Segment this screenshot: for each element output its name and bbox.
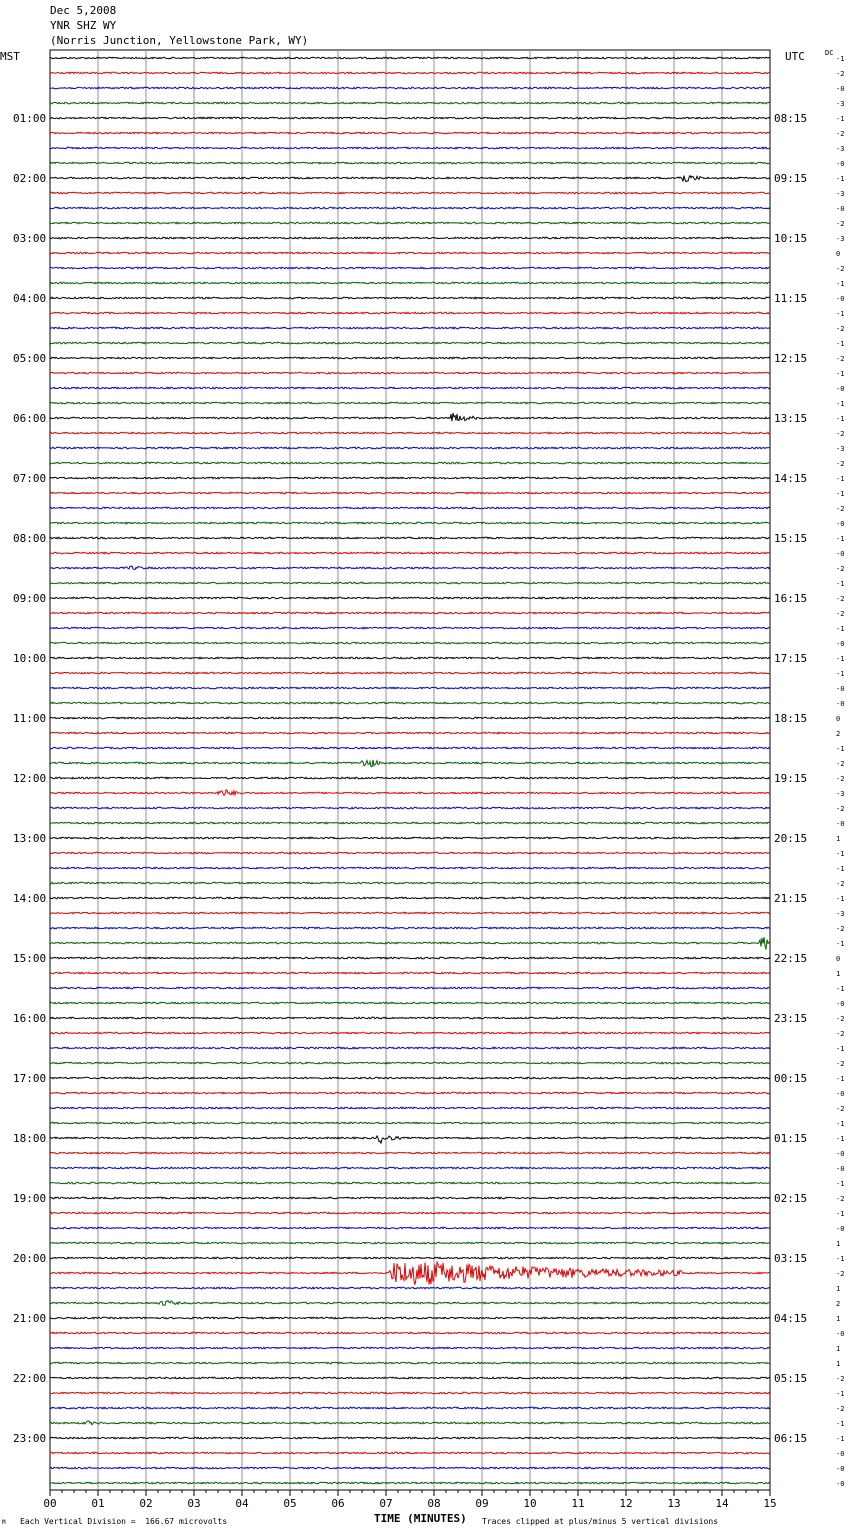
trace-row bbox=[50, 357, 770, 359]
trace-row bbox=[50, 252, 770, 254]
dc-offset-label: -2 bbox=[836, 760, 845, 768]
utc-hour-label: 02:15 bbox=[774, 1192, 808, 1205]
mst-hour-label: 19:00 bbox=[13, 1192, 47, 1205]
trace-row bbox=[50, 117, 770, 119]
trace-row bbox=[50, 237, 770, 239]
right-timezone-label: UTC bbox=[785, 50, 805, 63]
trace-row bbox=[50, 627, 770, 629]
utc-hour-label: 15:15 bbox=[774, 532, 808, 545]
dc-offset-label: -1 bbox=[836, 655, 845, 663]
left-timezone-label: MST bbox=[0, 50, 20, 63]
dc-offset-label: -2 bbox=[836, 460, 845, 468]
dc-offset-label: -1 bbox=[836, 175, 845, 183]
trace-row bbox=[50, 1227, 770, 1229]
dc-offset-label: -2 bbox=[836, 1030, 845, 1038]
trace-row bbox=[50, 176, 770, 182]
mst-hour-label: 21:00 bbox=[13, 1312, 47, 1325]
trace-row bbox=[50, 777, 770, 779]
dc-offset-label: -1 bbox=[836, 1135, 845, 1143]
trace-row bbox=[50, 1257, 770, 1259]
utc-hour-label: 06:15 bbox=[774, 1432, 808, 1445]
trace-row bbox=[50, 1182, 770, 1184]
mst-hour-label: 15:00 bbox=[13, 952, 47, 965]
x-tick-label: 04 bbox=[235, 1497, 249, 1510]
mst-hour-label: 03:00 bbox=[13, 232, 47, 245]
dc-offset-label: -1 bbox=[836, 400, 845, 408]
dc-offset-label: -3 bbox=[836, 145, 845, 153]
trace-row bbox=[50, 912, 770, 914]
x-tick-label: 09 bbox=[475, 1497, 489, 1510]
trace-row bbox=[50, 882, 770, 884]
dc-offset-label: -0 bbox=[836, 550, 845, 558]
dc-offset-label: -1 bbox=[836, 895, 845, 903]
utc-hour-label: 13:15 bbox=[774, 412, 808, 425]
trace-row bbox=[50, 147, 770, 149]
dc-offset-label: -0 bbox=[836, 1150, 845, 1158]
vertical-scale-note: Each Vertical Division = 166.67 microvolts bbox=[20, 1517, 228, 1526]
trace-row bbox=[50, 207, 770, 209]
utc-hour-label: 10:15 bbox=[774, 232, 808, 245]
x-tick-label: 06 bbox=[331, 1497, 345, 1510]
mst-hour-label: 10:00 bbox=[13, 652, 47, 665]
trace-row bbox=[50, 1467, 770, 1469]
dc-offset-label: -1 bbox=[836, 55, 845, 63]
trace-row bbox=[50, 1167, 770, 1169]
dc-offset-label: -2 bbox=[836, 430, 845, 438]
clipping-note: Traces clipped at plus/minus 5 vertical divisions bbox=[482, 1517, 719, 1526]
x-tick-label: 13 bbox=[667, 1497, 681, 1510]
trace-row bbox=[50, 462, 770, 464]
utc-hour-label: 17:15 bbox=[774, 652, 808, 665]
trace-row bbox=[50, 1317, 770, 1319]
mst-hour-label: 02:00 bbox=[13, 172, 47, 185]
dc-offset-label: 1 bbox=[836, 835, 841, 843]
dc-offset-label: -1 bbox=[836, 535, 845, 543]
trace-row bbox=[50, 687, 770, 689]
dc-offset-label: -0 bbox=[836, 160, 845, 168]
utc-hour-label: 21:15 bbox=[774, 892, 808, 905]
mst-hour-label: 11:00 bbox=[13, 712, 47, 725]
mst-hour-label: 13:00 bbox=[13, 832, 47, 845]
dc-offset-label: -2 bbox=[836, 130, 845, 138]
dc-offset-label: -0 bbox=[836, 1165, 845, 1173]
x-tick-label: 05 bbox=[283, 1497, 297, 1510]
dc-offset-label: -2 bbox=[836, 1195, 845, 1203]
trace-row bbox=[50, 927, 770, 929]
dc-offset-label: -1 bbox=[836, 1210, 845, 1218]
dc-offset-label: -2 bbox=[836, 265, 845, 273]
dc-offset-label: -2 bbox=[836, 355, 845, 363]
dc-offset-label: -1 bbox=[836, 745, 845, 753]
dc-offset-label: -3 bbox=[836, 100, 845, 108]
dc-offset-label: -2 bbox=[836, 505, 845, 513]
trace-row bbox=[50, 492, 770, 494]
trace-row bbox=[50, 1482, 770, 1484]
trace-row bbox=[50, 537, 770, 539]
dc-offset-label: -2 bbox=[836, 565, 845, 573]
dc-offset-label: 0 bbox=[836, 955, 841, 963]
dc-offset-label: -0 bbox=[836, 1090, 845, 1098]
x-tick-label: 00 bbox=[43, 1497, 57, 1510]
trace-row bbox=[50, 1152, 770, 1154]
station-location: (Norris Junction, Yellowstone Park, WY) bbox=[50, 34, 309, 47]
dc-offset-label: -0 bbox=[836, 1465, 845, 1473]
dc-offset-label: -1 bbox=[836, 985, 845, 993]
trace-row bbox=[50, 1047, 770, 1049]
utc-hour-label: 19:15 bbox=[774, 772, 808, 785]
trace-row bbox=[50, 1262, 770, 1285]
trace-row bbox=[50, 1032, 770, 1034]
x-tick-label: 03 bbox=[187, 1497, 201, 1510]
dc-offset-label: -0 bbox=[836, 85, 845, 93]
dc-offset-label: -1 bbox=[836, 1075, 845, 1083]
trace-row bbox=[50, 747, 770, 749]
trace-row bbox=[50, 413, 770, 421]
dc-offset-label: 1 bbox=[836, 1315, 841, 1323]
dc-offset-label: -1 bbox=[836, 475, 845, 483]
trace-row bbox=[50, 987, 770, 989]
trace-row bbox=[50, 732, 770, 734]
trace-row bbox=[50, 837, 770, 839]
trace-row bbox=[50, 937, 770, 949]
mst-hour-label: 01:00 bbox=[13, 112, 47, 125]
dc-offset-label: -2 bbox=[836, 610, 845, 618]
dc-offset-label: 1 bbox=[836, 1285, 841, 1293]
trace-row bbox=[50, 1242, 770, 1244]
utc-hour-label: 01:15 bbox=[774, 1132, 808, 1145]
utc-hour-label: 23:15 bbox=[774, 1012, 808, 1025]
trace-row bbox=[50, 372, 770, 374]
dc-offset-label: 1 bbox=[836, 1240, 841, 1248]
trace-row bbox=[50, 760, 770, 767]
dc-offset-label: -1 bbox=[836, 1180, 845, 1188]
x-tick-label: 02 bbox=[139, 1497, 153, 1510]
dc-offset-label: -2 bbox=[836, 880, 845, 888]
utc-hour-label: 05:15 bbox=[774, 1372, 808, 1385]
dc-offset-label: -0 bbox=[836, 295, 845, 303]
trace-row bbox=[50, 507, 770, 509]
dc-offset-label: -1 bbox=[836, 1390, 845, 1398]
dc-offset-label: -1 bbox=[836, 280, 845, 288]
dc-offset-label: -3 bbox=[836, 190, 845, 198]
dc-offset-label: -1 bbox=[836, 115, 845, 123]
dc-offset-label: -3 bbox=[836, 445, 845, 453]
utc-hour-label: 00:15 bbox=[774, 1072, 808, 1085]
dc-offset-label: -1 bbox=[836, 1435, 845, 1443]
trace-row bbox=[50, 1347, 770, 1349]
trace-row bbox=[50, 1287, 770, 1289]
dc-offset-label: 0 bbox=[836, 715, 841, 723]
dc-offset-label: -2 bbox=[836, 1375, 845, 1383]
x-tick-label: 15 bbox=[763, 1497, 777, 1510]
trace-row bbox=[50, 162, 770, 164]
trace-row bbox=[50, 342, 770, 344]
trace-row bbox=[50, 1212, 770, 1214]
trace-row bbox=[50, 1107, 770, 1109]
trace-row bbox=[50, 192, 770, 194]
trace-row bbox=[50, 1392, 770, 1394]
dc-offset-label: -2 bbox=[836, 595, 845, 603]
mst-hour-label: 09:00 bbox=[13, 592, 47, 605]
dc-offset-label: 1 bbox=[836, 1360, 841, 1368]
dc-offset-label: -0 bbox=[836, 1330, 845, 1338]
trace-row bbox=[50, 957, 770, 959]
dc-offset-label: -2 bbox=[836, 325, 845, 333]
trace-row bbox=[50, 72, 770, 74]
dc-offset-label: -0 bbox=[836, 1480, 845, 1488]
mst-hour-label: 14:00 bbox=[13, 892, 47, 905]
mst-hour-label: 12:00 bbox=[13, 772, 47, 785]
x-tick-label: 10 bbox=[523, 1497, 537, 1510]
dc-offset-label: -1 bbox=[836, 1255, 845, 1263]
trace-row bbox=[50, 597, 770, 599]
trace-row bbox=[50, 102, 770, 104]
x-tick-label: 01 bbox=[91, 1497, 105, 1510]
trace-row bbox=[50, 1017, 770, 1019]
dc-offset-label: -2 bbox=[836, 1405, 845, 1413]
dc-offset-label: -1 bbox=[836, 310, 845, 318]
x-tick-label: 07 bbox=[379, 1497, 393, 1510]
mst-hour-label: 08:00 bbox=[13, 532, 47, 545]
trace-row bbox=[50, 1452, 770, 1454]
trace-row bbox=[50, 222, 770, 224]
dc-offset-label: 0 bbox=[836, 250, 841, 258]
dc-offset-label: -2 bbox=[836, 1270, 845, 1278]
dc-offset-label: -0 bbox=[836, 820, 845, 828]
mst-hour-label: 05:00 bbox=[13, 352, 47, 365]
x-tick-label: 08 bbox=[427, 1497, 441, 1510]
dc-offset-label: -0 bbox=[836, 1225, 845, 1233]
utc-hour-label: 04:15 bbox=[774, 1312, 808, 1325]
trace-row bbox=[50, 657, 770, 659]
trace-row bbox=[50, 1332, 770, 1334]
dc-offset-header: DC bbox=[825, 49, 834, 57]
dc-offset-label: -1 bbox=[836, 940, 845, 948]
utc-hour-label: 20:15 bbox=[774, 832, 808, 845]
station-code: YNR SHZ WY bbox=[50, 19, 117, 32]
dc-offset-label: -1 bbox=[836, 370, 845, 378]
dc-offset-label: 1 bbox=[836, 970, 841, 978]
dc-offset-label: -1 bbox=[836, 1420, 845, 1428]
dc-offset-label: -1 bbox=[836, 850, 845, 858]
dc-offset-label: -0 bbox=[836, 1450, 845, 1458]
trace-row bbox=[50, 522, 770, 524]
trace-row bbox=[50, 1301, 770, 1306]
trace-row bbox=[50, 387, 770, 389]
utc-hour-label: 11:15 bbox=[774, 292, 808, 305]
trace-row bbox=[50, 1407, 770, 1409]
mst-hour-label: 20:00 bbox=[13, 1252, 47, 1265]
trace-row bbox=[50, 672, 770, 674]
dc-offset-label: -3 bbox=[836, 790, 845, 798]
dc-offset-label: -1 bbox=[836, 865, 845, 873]
x-tick-label: 11 bbox=[571, 1497, 585, 1510]
utc-hour-label: 14:15 bbox=[774, 472, 808, 485]
dc-offset-label: 2 bbox=[836, 1300, 841, 1308]
mst-hour-label: 18:00 bbox=[13, 1132, 47, 1145]
mst-hour-label: 23:00 bbox=[13, 1432, 47, 1445]
trace-row bbox=[50, 1077, 770, 1079]
trace-row bbox=[50, 1362, 770, 1364]
trace-row bbox=[50, 87, 770, 89]
dc-offset-label: -1 bbox=[836, 625, 845, 633]
utc-hour-label: 03:15 bbox=[774, 1252, 808, 1265]
trace-row bbox=[50, 447, 770, 449]
trace-row bbox=[50, 867, 770, 869]
dc-offset-label: -0 bbox=[836, 385, 845, 393]
trace-row bbox=[50, 1092, 770, 1094]
dc-offset-label: -3 bbox=[836, 910, 845, 918]
trace-row bbox=[50, 432, 770, 434]
dc-offset-label: -2 bbox=[836, 1105, 845, 1113]
trace-row bbox=[50, 132, 770, 134]
utc-hour-label: 22:15 bbox=[774, 952, 808, 965]
mst-hour-label: 06:00 bbox=[13, 412, 47, 425]
dc-offset-label: -0 bbox=[836, 1000, 845, 1008]
mst-hour-label: 16:00 bbox=[13, 1012, 47, 1025]
trace-row bbox=[50, 327, 770, 329]
dc-offset-label: -1 bbox=[836, 580, 845, 588]
mst-hour-label: 07:00 bbox=[13, 472, 47, 485]
dc-offset-label: -2 bbox=[836, 775, 845, 783]
trace-row bbox=[50, 312, 770, 314]
trace-row bbox=[50, 642, 770, 644]
trace-row bbox=[50, 1122, 770, 1124]
dc-offset-label: -2 bbox=[836, 1060, 845, 1068]
dc-offset-label: -2 bbox=[836, 925, 845, 933]
trace-row bbox=[50, 972, 770, 974]
dc-offset-label: -0 bbox=[836, 700, 845, 708]
trace-row bbox=[50, 282, 770, 284]
trace-row bbox=[50, 1062, 770, 1064]
trace-row bbox=[50, 852, 770, 854]
x-axis-title: TIME (MINUTES) bbox=[374, 1512, 467, 1525]
dc-offset-label: -0 bbox=[836, 640, 845, 648]
dc-offset-label: -2 bbox=[836, 805, 845, 813]
dc-offset-label: -2 bbox=[836, 70, 845, 78]
utc-hour-label: 08:15 bbox=[774, 112, 808, 125]
dc-offset-label: 2 bbox=[836, 730, 841, 738]
dc-offset-label: -1 bbox=[836, 415, 845, 423]
trace-row bbox=[50, 1197, 770, 1199]
dc-offset-label: -0 bbox=[836, 205, 845, 213]
dc-offset-label: -2 bbox=[836, 220, 845, 228]
utc-hour-label: 12:15 bbox=[774, 352, 808, 365]
dc-offset-label: 1 bbox=[836, 1345, 841, 1353]
trace-row bbox=[50, 790, 770, 795]
trace-row bbox=[50, 552, 770, 554]
mst-hour-label: 04:00 bbox=[13, 292, 47, 305]
trace-row bbox=[50, 297, 770, 299]
trace-row bbox=[50, 1437, 770, 1439]
x-tick-label: 14 bbox=[715, 1497, 729, 1510]
mst-hour-label: 17:00 bbox=[13, 1072, 47, 1085]
trace-row bbox=[50, 566, 770, 570]
dc-offset-label: -1 bbox=[836, 1045, 845, 1053]
dc-offset-label: -0 bbox=[836, 685, 845, 693]
mst-hour-label: 22:00 bbox=[13, 1372, 47, 1385]
dc-offset-label: -1 bbox=[836, 1120, 845, 1128]
utc-hour-label: 16:15 bbox=[774, 592, 808, 605]
record-date: Dec 5,2008 bbox=[50, 4, 117, 17]
trace-row bbox=[50, 57, 770, 59]
trace-row bbox=[50, 1002, 770, 1004]
trace-row bbox=[50, 267, 770, 269]
dc-offset-label: -0 bbox=[836, 520, 845, 528]
trace-row bbox=[50, 1377, 770, 1379]
dc-offset-label: -3 bbox=[836, 235, 845, 243]
trace-row bbox=[50, 402, 770, 404]
trace-row bbox=[50, 477, 770, 479]
utc-hour-label: 09:15 bbox=[774, 172, 808, 185]
trace-row bbox=[50, 822, 770, 824]
dc-offset-label: -1 bbox=[836, 340, 845, 348]
trace-row bbox=[50, 582, 770, 584]
utc-hour-label: 18:15 bbox=[774, 712, 808, 725]
trace-row bbox=[50, 1136, 770, 1143]
dc-offset-label: -1 bbox=[836, 490, 845, 498]
trace-row bbox=[50, 702, 770, 704]
trace-row bbox=[50, 897, 770, 899]
dc-offset-label: -2 bbox=[836, 1015, 845, 1023]
trace-row bbox=[50, 1421, 770, 1425]
dc-offset-label: -1 bbox=[836, 670, 845, 678]
trace-row bbox=[50, 717, 770, 719]
trace-row bbox=[50, 612, 770, 614]
corner-mark: M bbox=[2, 1519, 6, 1526]
trace-row bbox=[50, 807, 770, 809]
x-tick-label: 12 bbox=[619, 1497, 633, 1510]
